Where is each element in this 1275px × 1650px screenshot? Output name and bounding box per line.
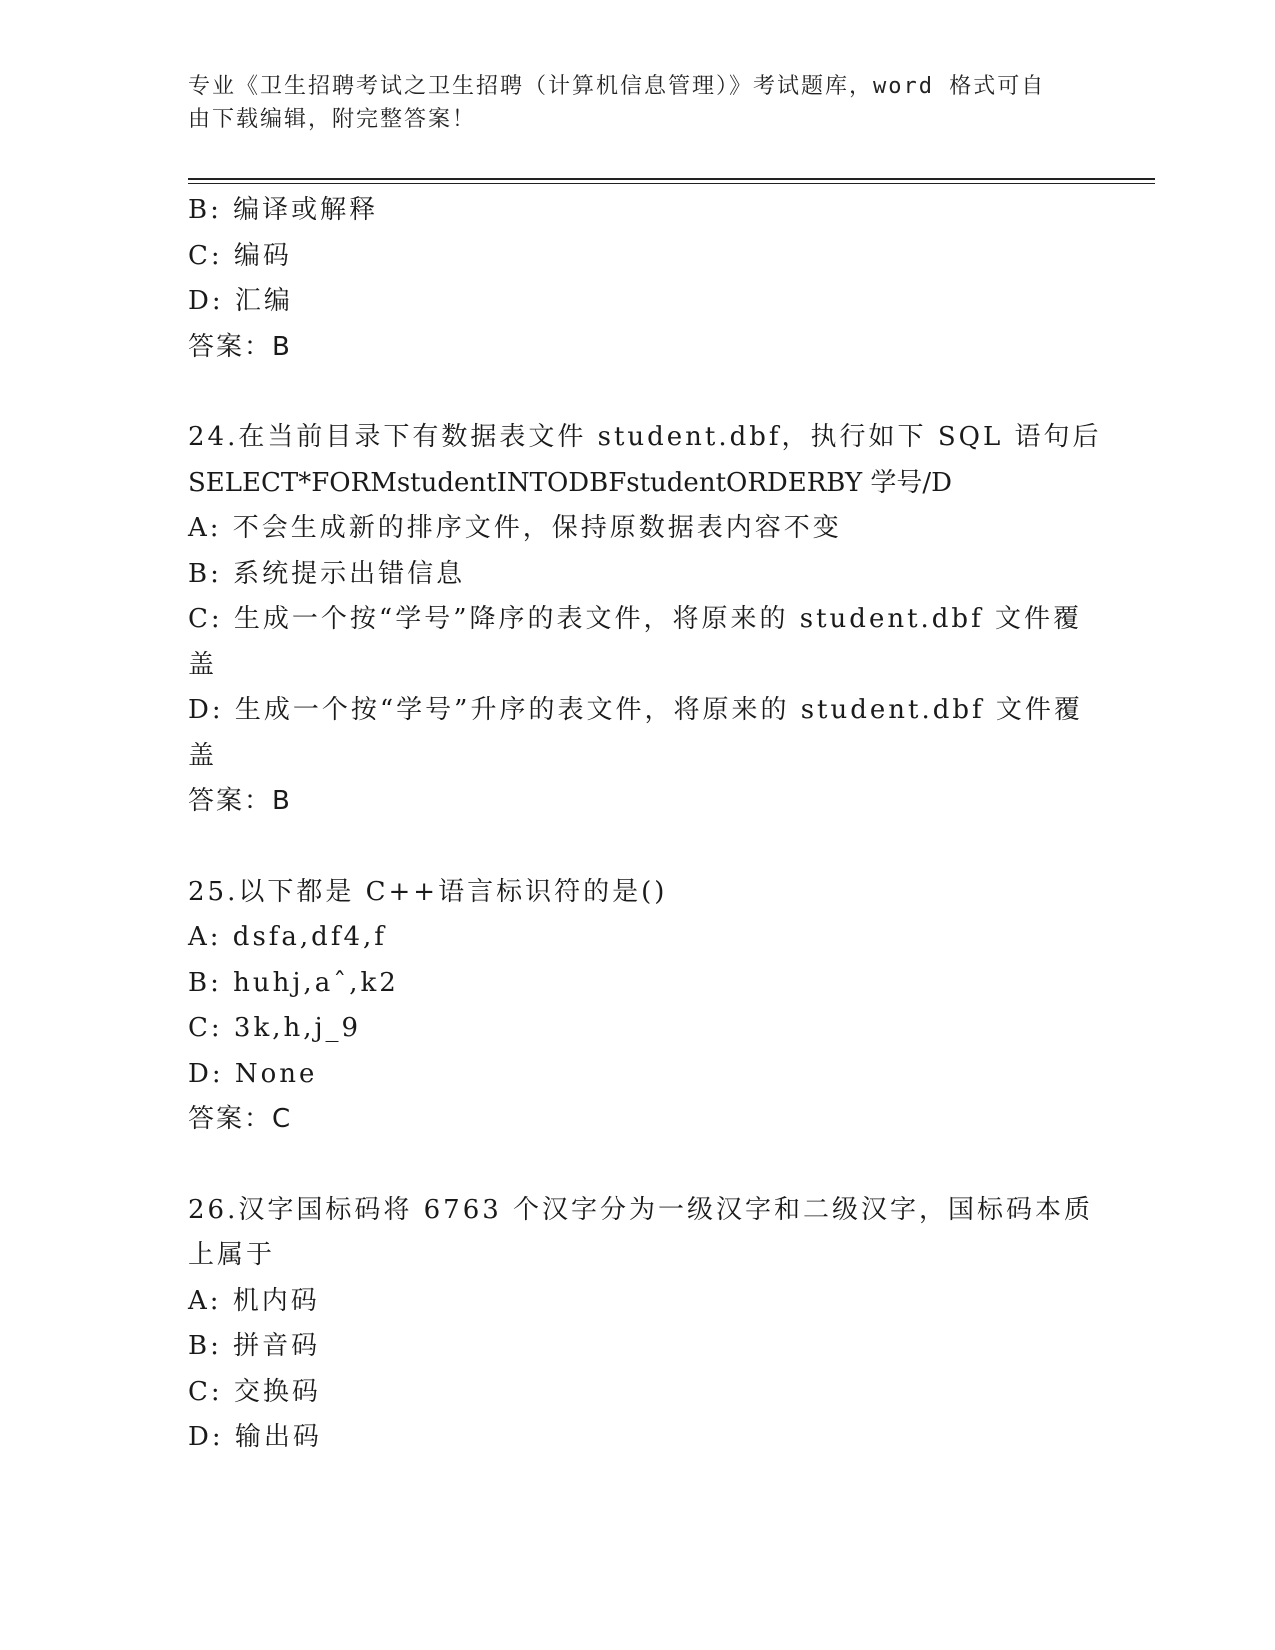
option-c: C: 生成一个按“学号”降序的表文件，将原来的 student.dbf 文件覆 (188, 604, 1082, 634)
question-text: 24.在当前目录下有数据表文件 student.dbf，执行如下 SQL 语句后 (188, 422, 1102, 452)
answer: 答案：C (188, 1104, 293, 1134)
header-line-1: 专业《卫生招聘考试之卫生招聘（计算机信息管理）》考试题库，word 格式可自 (188, 74, 1046, 99)
option-d: D: 输出码 (188, 1422, 322, 1452)
option-d: D: 生成一个按“学号”升序的表文件，将原来的 student.dbf 文件覆 (188, 695, 1083, 725)
question-23 (188, 188, 1088, 370)
option-c: C: 交换码 (188, 1376, 321, 1407)
option-c: C: 3k,h,j_9 (188, 1013, 362, 1043)
option-b: B: 编译或解释 (188, 195, 379, 225)
header-rule-thin (188, 183, 1155, 184)
question-25 (188, 870, 1088, 1143)
option-c-cont: 盖 (188, 649, 218, 680)
option-b: B: 拼音码 (188, 1331, 321, 1361)
answer: 答案：B (188, 786, 292, 816)
document-header (188, 70, 1068, 136)
question-text-cont: SELECT*FORMstudentINTODBFstudentORDERBY 学号/D (188, 467, 952, 498)
option-d-cont: 盖 (188, 740, 218, 771)
option-c: C: 编码 (188, 240, 292, 271)
question-text-cont: 上属于 (188, 1240, 276, 1270)
question-text: 26.汉字国标码将 6763 个汉字分为一级汉字和二级汉字，国标码本质 (188, 1194, 1094, 1225)
answer: 答案：B (188, 331, 292, 362)
option-d: D: None (188, 1058, 318, 1089)
question-24 (188, 415, 1102, 825)
option-a: A: 机内码 (188, 1285, 320, 1316)
option-b: B: 系统提示出错信息 (188, 558, 466, 589)
option-a: A: 不会生成新的排序文件，保持原数据表内容不变 (188, 513, 842, 543)
option-b: B: huhj,aˆ,k2 (188, 967, 399, 998)
question-26 (188, 1188, 1094, 1461)
header-line-2: 由下载编辑，附完整答案！ (188, 107, 477, 132)
header-rule-thick (188, 178, 1155, 180)
option-d: D: 汇编 (188, 286, 293, 316)
option-a: A: dsfa,df4,f (188, 922, 387, 952)
question-text: 25.以下都是 C++语言标识符的是() (188, 876, 668, 907)
document-body (188, 188, 1102, 1461)
